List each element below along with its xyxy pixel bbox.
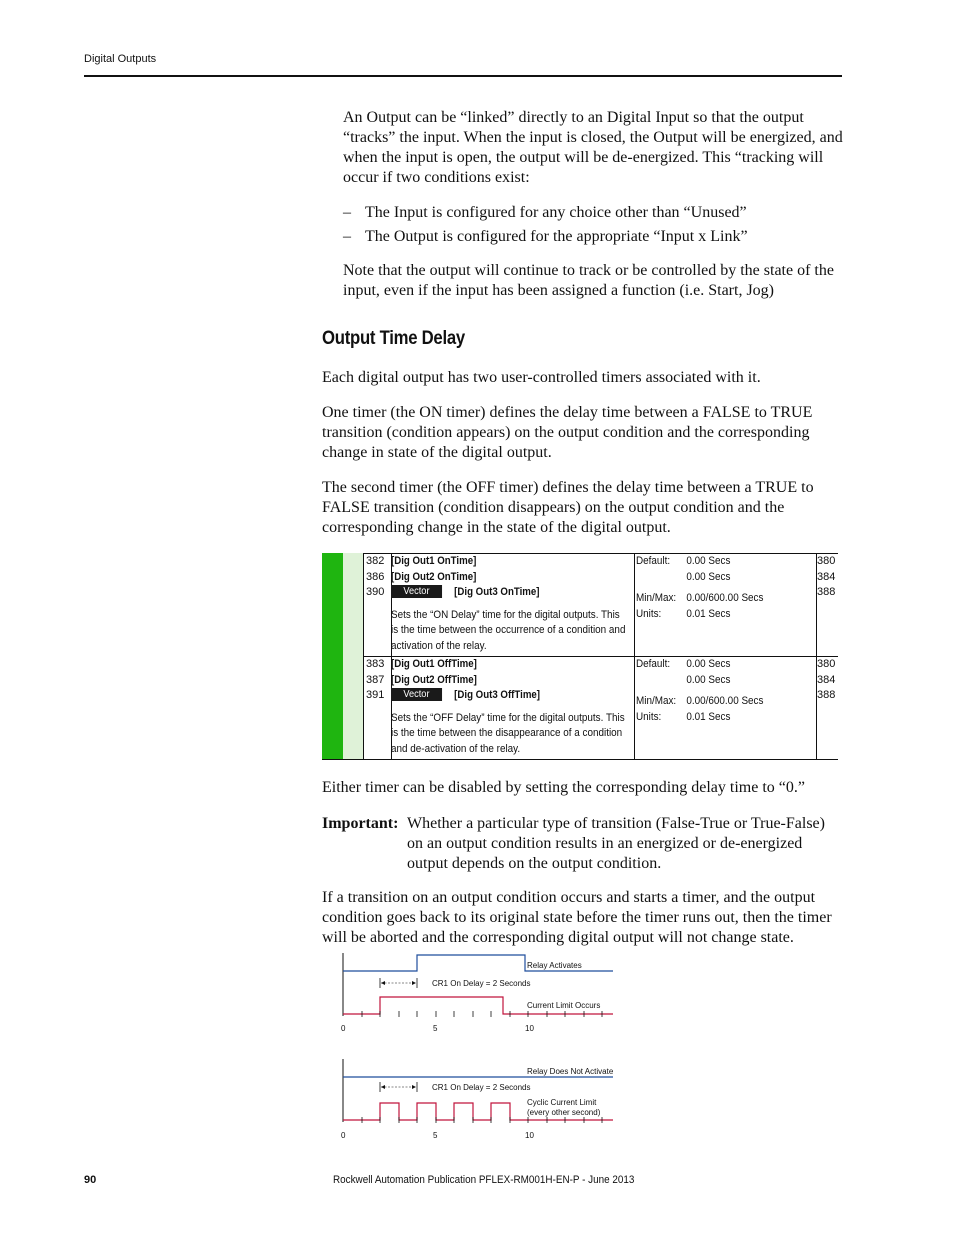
param-name-cell (389, 554, 635, 656)
param-number: 383 (366, 658, 385, 670)
default-label: Default: (636, 555, 671, 567)
tick-label: 0 (341, 1024, 346, 1033)
param-description: Sets the “ON Delay” time for the digital outputs. This is the time between the occurrence of a condition and activation of the relay. (391, 608, 626, 652)
units-value: 0.01 Secs (686, 607, 731, 620)
arrow-head-right (412, 1085, 416, 1089)
related-number: 384 (817, 570, 836, 583)
minmax-value: 0.00/600.00 Secs (686, 695, 764, 707)
param-number: 382 (366, 555, 385, 567)
related-number: 388 (817, 586, 836, 598)
related-number: 388 (817, 689, 836, 701)
related-number: 380 (817, 658, 836, 670)
bullet-dash: – (343, 228, 351, 245)
publication-info: Rockwell Automation Publication PFLEX-RM001H-EN-P - June 2013 (333, 1174, 635, 1186)
param-values-cell (633, 657, 817, 760)
timing-diagram-2 (341, 1059, 614, 1140)
param-name-cell (389, 657, 635, 760)
param-description: Sets the “OFF Delay” time for the digital outputs. This is the time between the disappearance of a condition and de-activation of the relay. (391, 711, 625, 755)
param-number: 386 (366, 570, 385, 583)
param-number: 391 (366, 689, 385, 701)
param-name: [Dig Out2 OnTime] (391, 570, 477, 583)
timing-diagrams (335, 950, 625, 1150)
parameter-table (322, 553, 838, 760)
param-name: [Dig Out2 OffTime] (391, 673, 477, 686)
bullet-text: The Input is configured for any choice other than “Unused” (365, 204, 747, 221)
file-group-bar (322, 553, 343, 759)
important-text: Whether a particular type of transition (False-True or True-False) on an output condition results in an energized or de-energized output depends on the output condition. (407, 815, 825, 872)
related-number: 384 (817, 673, 836, 686)
condition-label: Current Limit Occurs (527, 1001, 601, 1010)
related-params (814, 554, 841, 656)
tick-label: 5 (433, 1024, 438, 1033)
intro-bullet-1 (343, 203, 843, 223)
intro-paragraph-1: An Output can be “linked” directly to an Digital Input so that the output “tracks” the input. When the input is closed, the Output will be energized, and when the input is open, the output will be de-energized. This “tracking will occur if two conditions exist: (343, 109, 843, 186)
default-label: Default: (636, 658, 671, 670)
header-rule (84, 75, 842, 77)
default-value: 0.00 Secs (686, 673, 731, 686)
section-paragraph-2: One timer (the ON timer) defines the delay time between a FALSE to TRUE transition (condition appears) on the output condition and the corresponding change in state of the digital output. (322, 404, 813, 461)
bullet-dash: – (343, 204, 351, 221)
section-paragraph-1: Each digital output has two user-controlled timers associated with it. (322, 369, 761, 386)
bullet-text: The Output is configured for the appropriate “Input x Link” (365, 228, 748, 245)
param-values-cell (633, 554, 817, 656)
tick-label: 10 (525, 1024, 534, 1033)
timing-diagram-1 (341, 953, 613, 1033)
section-heading: Output Time Delay (322, 328, 465, 349)
arrow-head-left (381, 981, 385, 985)
after-table-paragraph-2: If a transition on an output condition occurs and starts a timer, and the output condition goes back to its original state before the timer runs out, then the timer will be aborted and the corresponding digital output will not change state. (322, 889, 832, 946)
intro-paragraph-2: Note that the output will continue to track or be controlled by the state of the input, even if the input has been assigned a function (i.e. Start, Jog) (343, 262, 834, 299)
group-column (343, 553, 364, 759)
page-number: 90 (84, 1174, 97, 1186)
after-table-paragraph-1: Either timer can be disabled by setting the corresponding delay time to “0.” (322, 779, 805, 796)
vector-badge: Vector (391, 585, 442, 598)
units-label: Units: (636, 710, 662, 723)
param-number: 387 (366, 673, 385, 686)
header-section-label: Digital Outputs (84, 53, 157, 65)
minmax-label: Min/Max: (636, 592, 677, 604)
param-number: 390 (366, 586, 385, 598)
default-value: 0.00 Secs (686, 555, 731, 567)
param-numbers (363, 554, 392, 656)
delay-label: CR1 On Delay = 2 Seconds (432, 979, 531, 988)
units-label: Units: (636, 607, 662, 620)
section-paragraph-3: The second timer (the OFF timer) defines the delay time between a TRUE to FALSE transition (condition disappears) on the output condition and the corresponding change in the state of the digital output. (322, 479, 814, 536)
condition-label: Cyclic Current Limit (527, 1098, 597, 1107)
default-value: 0.00 Secs (686, 570, 731, 583)
important-label: Important: (322, 815, 399, 832)
tick-label: 10 (525, 1131, 534, 1140)
intro-bullet-2 (343, 227, 843, 247)
delay-label: CR1 On Delay = 2 Seconds (432, 1083, 531, 1092)
minmax-label: Min/Max: (636, 695, 677, 707)
param-name: [Dig Out1 OnTime] (391, 555, 477, 567)
minmax-value: 0.00/600.00 Secs (686, 592, 764, 604)
tick-label: 5 (433, 1131, 438, 1140)
arrow-head-left (381, 1085, 385, 1089)
relay-label: Relay Activates (527, 961, 582, 970)
param-name: [Dig Out3 OffTime] (454, 689, 541, 701)
related-number: 380 (817, 555, 836, 567)
condition-sublabel: (every other second) (527, 1108, 601, 1117)
param-name: [Dig Out3 OnTime] (454, 586, 540, 598)
relay-label: Relay Does Not Activate (527, 1067, 614, 1076)
param-numbers (363, 657, 392, 760)
table-row (363, 656, 838, 760)
arrow-head-right (412, 981, 416, 985)
related-params (814, 657, 841, 760)
vector-badge: Vector (391, 688, 442, 701)
default-value: 0.00 Secs (686, 658, 731, 670)
table-row (363, 553, 838, 656)
param-name: [Dig Out1 OffTime] (391, 658, 477, 670)
tick-label: 0 (341, 1131, 346, 1140)
units-value: 0.01 Secs (686, 710, 731, 723)
